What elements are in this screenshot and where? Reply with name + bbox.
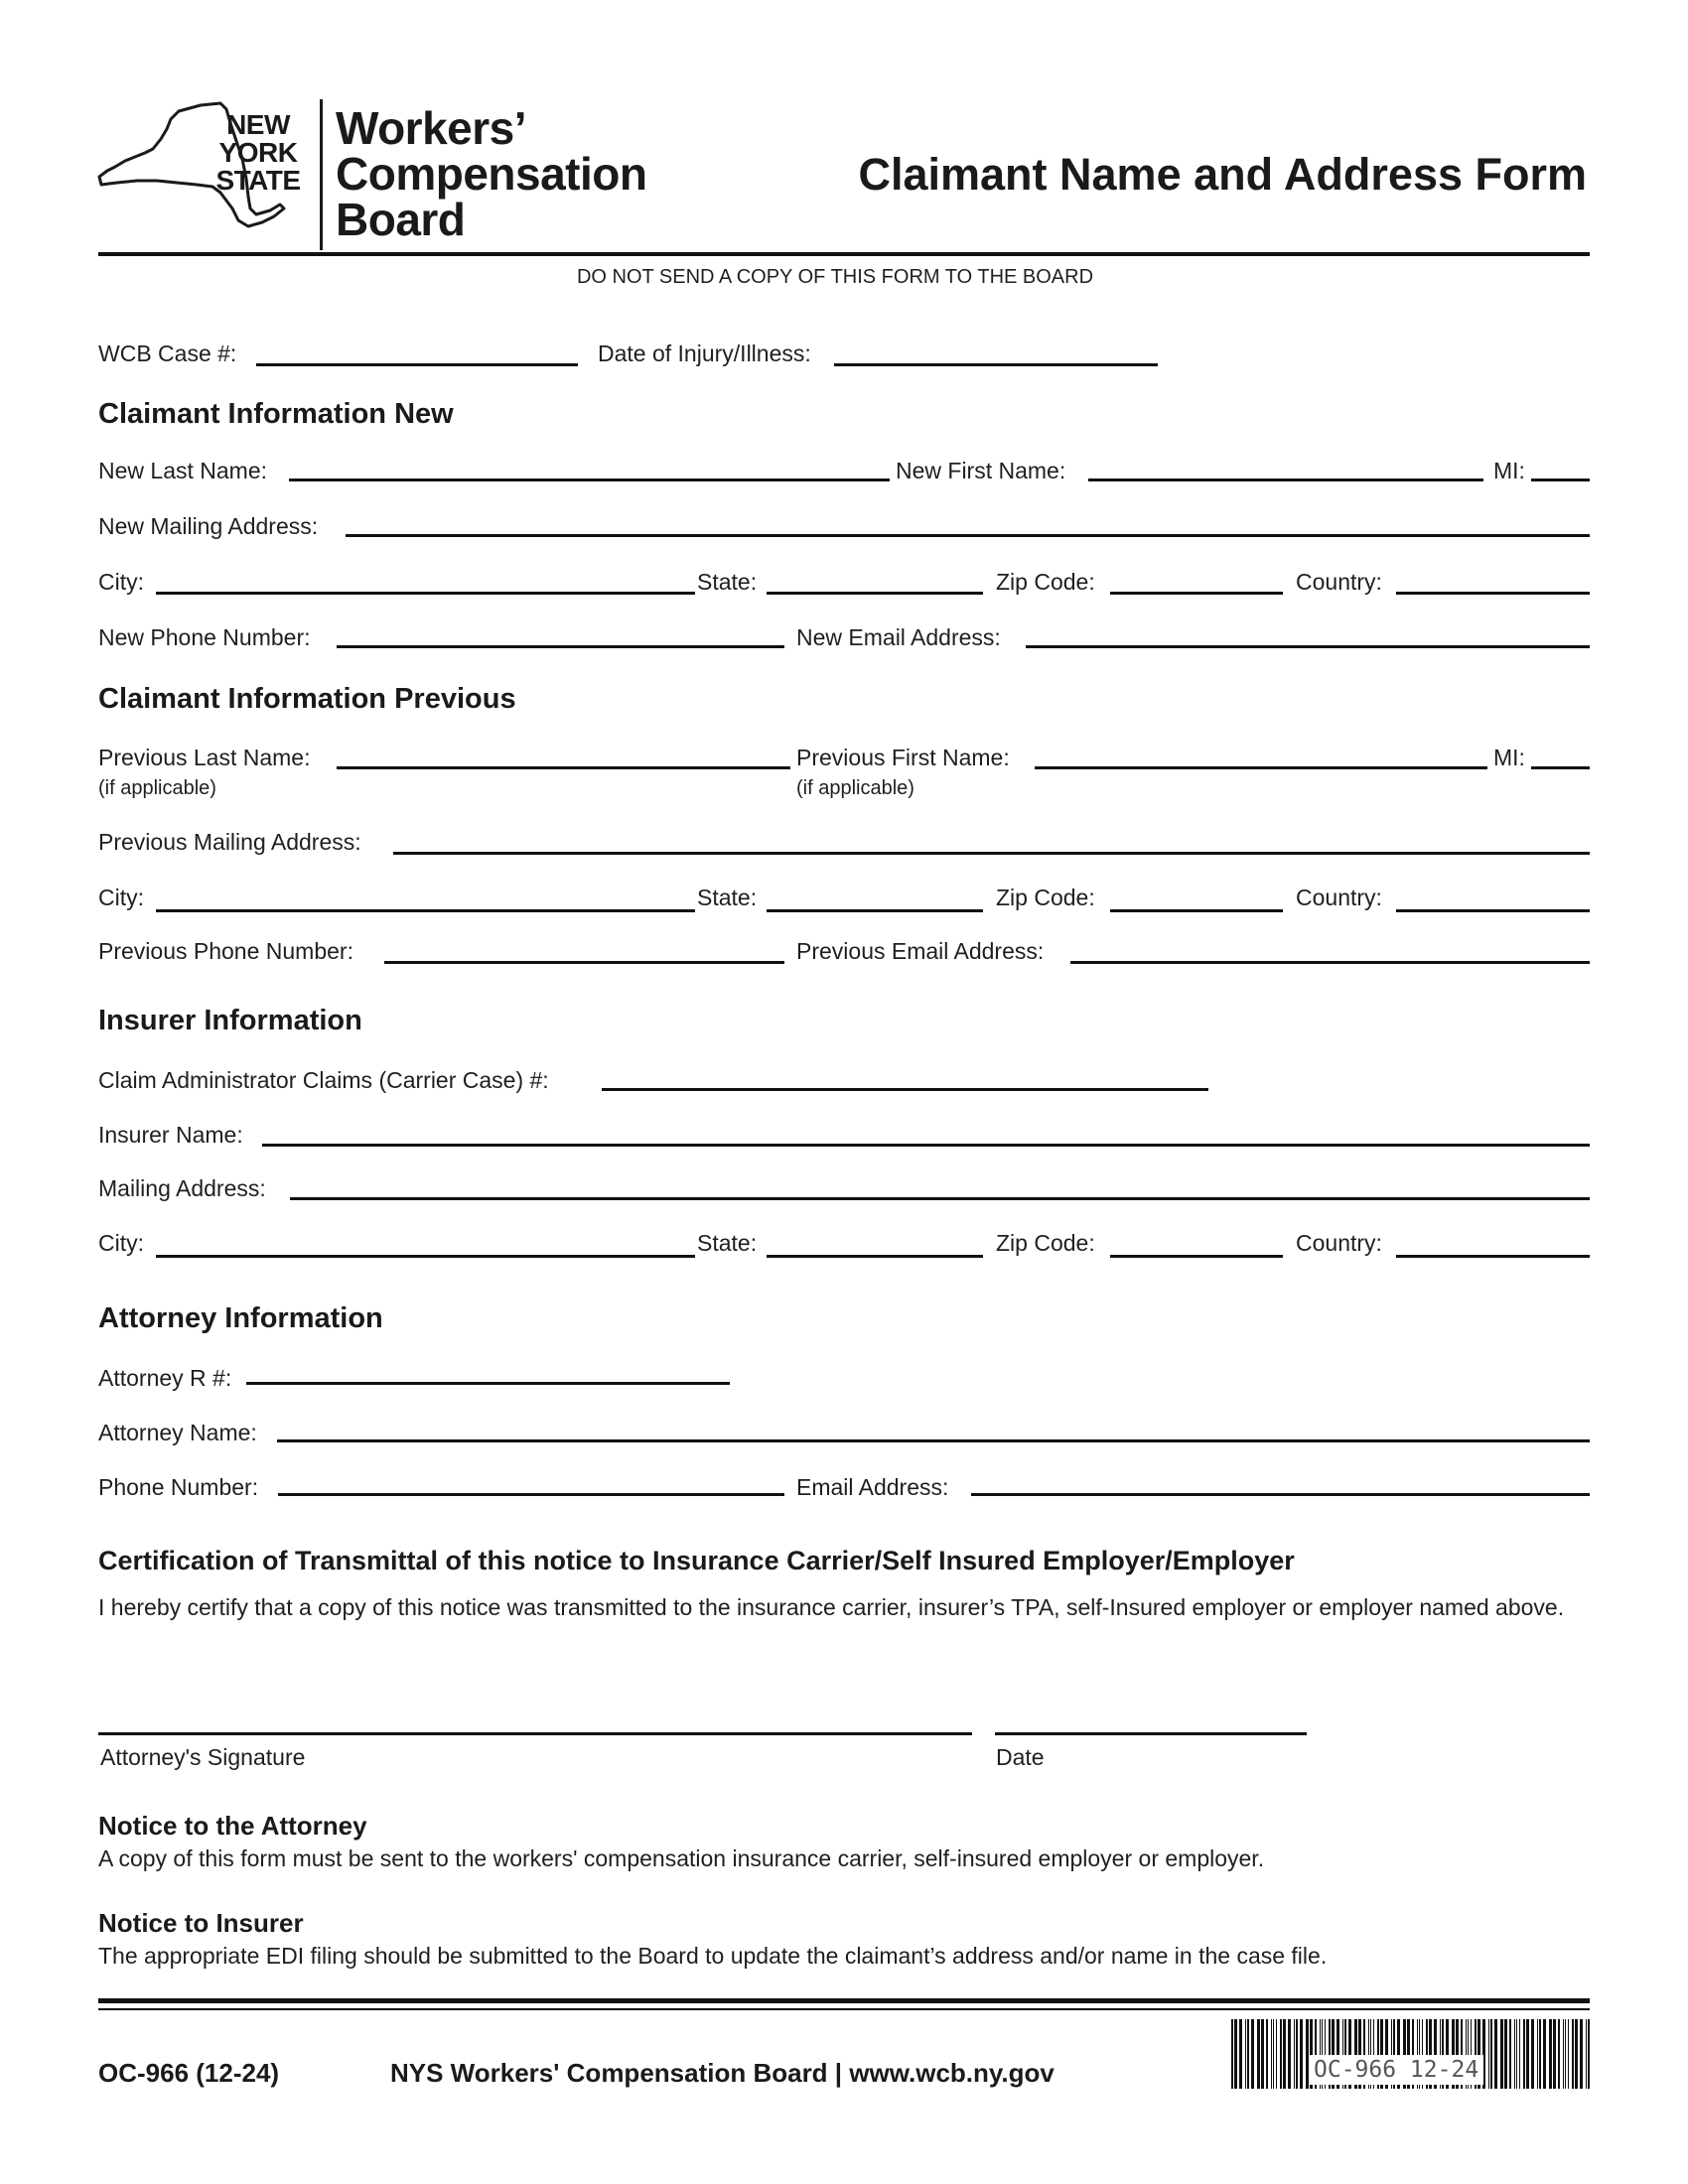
barcode-bar [1488, 2019, 1489, 2089]
notice-attorney-text: A copy of this form must be sent to the workers' compensation insurance carrier, self-insured employer or employer. [98, 1845, 1265, 1871]
carrier-case-input[interactable] [602, 1058, 1208, 1088]
previous-mi-underline [1531, 766, 1590, 769]
barcode-bar [1247, 2019, 1249, 2089]
insurer-name-underline [262, 1144, 1590, 1147]
insurer-mailing-label: Mailing Address: [98, 1175, 266, 1201]
wcb-case-input[interactable] [256, 334, 578, 363]
insurer-country-input[interactable] [1396, 1225, 1590, 1255]
insurer-name-label: Insurer Name: [98, 1122, 243, 1148]
state-wordmark [209, 111, 308, 195]
logo-divider [320, 99, 323, 250]
barcode-bar [1500, 2019, 1503, 2089]
attorney-name-underline [277, 1439, 1590, 1442]
previous-zip-label: Zip Code: [996, 885, 1095, 910]
attorney-name-label: Attorney Name: [98, 1420, 257, 1445]
barcode-bar [1288, 2019, 1291, 2089]
previous-country-input[interactable] [1396, 880, 1590, 909]
new-city-input[interactable] [156, 562, 695, 592]
previous-city-underline [156, 909, 695, 912]
new-zip-input[interactable] [1110, 562, 1283, 592]
attorney-phone-input[interactable] [278, 1463, 784, 1493]
attorney-email-input[interactable] [971, 1463, 1590, 1493]
new-country-input[interactable] [1396, 562, 1590, 592]
new-mailing-address-underline [346, 534, 1590, 537]
barcode-bar [1280, 2019, 1282, 2089]
insurer-city-underline [156, 1255, 695, 1258]
barcode-bar [1251, 2019, 1254, 2089]
previous-email-input[interactable] [1070, 931, 1590, 961]
barcode-bar [1543, 2019, 1546, 2089]
barcode-bar [1572, 2019, 1574, 2089]
barcode-bar [1580, 2019, 1583, 2089]
new-email-underline [1026, 645, 1590, 648]
insurer-state-label: State: [697, 1230, 758, 1256]
new-first-name-underline [1088, 478, 1483, 481]
notice-attorney-heading: Notice to the Attorney [98, 1811, 367, 1841]
certification-text: I hereby certify that a copy of this notice was transmitted to the insurance carrier, insurer’s TPA, self-Insured employer or employer named above. [98, 1594, 1565, 1620]
new-phone-input[interactable] [337, 615, 784, 645]
previous-phone-underline [384, 961, 784, 964]
new-email-input[interactable] [1026, 615, 1590, 645]
barcode-bar [1504, 2019, 1507, 2089]
barcode-bar [1568, 2019, 1569, 2089]
insurer-city-input[interactable] [156, 1225, 695, 1255]
previous-email-label: Previous Email Address: [796, 938, 1045, 964]
insurer-country-underline [1396, 1255, 1590, 1258]
attorney-r-input[interactable] [246, 1352, 730, 1382]
previous-state-underline [767, 909, 983, 912]
new-state-input[interactable] [767, 562, 983, 592]
barcode-bar [1257, 2019, 1260, 2089]
agency-wordmark [336, 102, 647, 245]
signature-underline [98, 1732, 972, 1735]
attorney-r-label: Attorney R #: [98, 1365, 232, 1391]
signature-label: Attorney's Signature [100, 1744, 306, 1770]
attorney-phone-label: Phone Number: [98, 1474, 259, 1500]
new-phone-label: New Phone Number: [98, 624, 311, 650]
insurer-zip-underline [1110, 1255, 1283, 1258]
new-city-underline [156, 592, 695, 595]
previous-city-input[interactable] [156, 880, 695, 909]
previous-phone-input[interactable] [384, 931, 784, 961]
insurer-mailing-underline [290, 1197, 1590, 1200]
new-last-name-input[interactable] [289, 449, 890, 478]
insurer-state-underline [767, 1255, 983, 1258]
barcode-bar [1294, 2019, 1295, 2089]
agency-line-3: Board [336, 194, 466, 245]
new-zip-label: Zip Code: [996, 569, 1095, 595]
new-first-name-label: New First Name: [896, 458, 1066, 483]
barcode-bar [1586, 2019, 1587, 2089]
insurer-heading: Insurer Information [98, 1005, 362, 1036]
previous-last-name-label: Previous Last Name: [98, 745, 311, 770]
previous-city-label: City: [98, 885, 144, 910]
do-not-send-notice: DO NOT SEND A COPY OF THIS FORM TO THE BOARD [576, 266, 1094, 288]
wcb-case-label: WCB Case #: [98, 341, 237, 366]
previous-mailing-address-underline [393, 852, 1590, 855]
agency-line-2: Compensation [336, 148, 647, 200]
form-number: OC-966 (12-24) [98, 2058, 280, 2088]
state-line-3: STATE [215, 165, 301, 196]
footer-agency: NYS Workers' Compensation Board | www.wcb.ny.gov [390, 2058, 1055, 2088]
new-country-label: Country: [1296, 569, 1382, 595]
barcode-bar [1231, 2019, 1233, 2089]
barcode-bar [1300, 2019, 1303, 2089]
previous-first-name-underline [1035, 766, 1487, 769]
previous-zip-input[interactable] [1110, 880, 1283, 909]
barcode-bar [1565, 2019, 1566, 2089]
date-of-injury-input[interactable] [834, 334, 1158, 363]
barcode-bar [1516, 2019, 1517, 2089]
carrier-case-underline [602, 1088, 1208, 1091]
insurer-mailing-input[interactable] [290, 1167, 1590, 1197]
barcode-bar [1261, 2019, 1264, 2089]
barcode-bar [1283, 2019, 1286, 2089]
barcode-bar [1588, 2019, 1590, 2089]
new-mi-label: MI: [1493, 458, 1525, 483]
previous-state-input[interactable] [767, 880, 983, 909]
new-first-name-input[interactable] [1088, 449, 1483, 478]
previous-first-name-label: Previous First Name: [796, 745, 1010, 770]
barcode-bar [1558, 2019, 1560, 2089]
carrier-case-label: Claim Administrator Claims (Carrier Case) #: [98, 1067, 549, 1093]
new-state-label: State: [697, 569, 758, 595]
notice-insurer-text: The appropriate EDI filing should be submitted to the Board to update the claimant’s address and/or name in the case file. [98, 1943, 1328, 1969]
barcode-bar [1234, 2019, 1237, 2089]
previous-first-name-input[interactable] [1035, 737, 1487, 766]
previous-mailing-address-input[interactable] [393, 822, 1590, 852]
insurer-city-label: City: [98, 1230, 144, 1256]
previous-mailing-address-label: Previous Mailing Address: [98, 829, 361, 855]
barcode-bar [1553, 2019, 1556, 2089]
date-label: Date [996, 1744, 1045, 1770]
attorney-heading: Attorney Information [98, 1302, 383, 1334]
barcode-bar [1245, 2019, 1246, 2089]
new-zip-underline [1110, 592, 1283, 595]
footer-rule-top [98, 1998, 1590, 2003]
new-last-name-label: New Last Name: [98, 458, 268, 483]
barcode-bar [1537, 2019, 1538, 2089]
previous-country-label: Country: [1296, 885, 1382, 910]
previous-last-name-note: (if applicable) [98, 777, 216, 799]
barcode-bar [1239, 2019, 1242, 2089]
new-last-name-underline [289, 478, 890, 481]
state-line-1: NEW [226, 109, 290, 140]
state-line-2: YORK [218, 137, 298, 168]
barcode-bar [1509, 2019, 1511, 2089]
insurer-zip-label: Zip Code: [996, 1230, 1095, 1256]
form-title: Claimant Name and Address Form [858, 149, 1587, 200]
new-mi-underline [1531, 478, 1590, 481]
previous-first-name-note: (if applicable) [796, 777, 914, 799]
barcode-bar [1575, 2019, 1578, 2089]
barcode-bar [1531, 2019, 1534, 2089]
barcode-bar [1273, 2019, 1274, 2089]
attorney-email-label: Email Address: [796, 1474, 949, 1500]
insurer-country-label: Country: [1296, 1230, 1382, 1256]
new-mi-input[interactable] [1531, 449, 1590, 478]
attorney-email-underline [971, 1493, 1590, 1496]
barcode-bar [1490, 2019, 1492, 2089]
header-rule [98, 252, 1590, 256]
footer-rule-bottom [98, 2008, 1590, 2010]
new-mailing-address-input[interactable] [346, 504, 1590, 534]
previous-country-underline [1396, 909, 1590, 912]
barcode-text: OC-966 12-24 [1309, 2055, 1483, 2085]
certification-heading: Certification of Transmittal of this notice to Insurance Carrier/Self Insured Employer/Employer [98, 1546, 1295, 1575]
barcode-bar [1519, 2019, 1520, 2089]
attorney-name-input[interactable] [277, 1410, 1590, 1439]
previous-last-name-input[interactable] [337, 737, 790, 766]
barcode-bar [1276, 2019, 1277, 2089]
insurer-name-input[interactable] [262, 1114, 1590, 1144]
insurer-zip-input[interactable] [1110, 1225, 1283, 1255]
date-of-injury-underline [834, 363, 1158, 366]
previous-email-underline [1070, 961, 1590, 964]
barcode-bar [1526, 2019, 1529, 2089]
new-state-underline [767, 592, 983, 595]
barcode-bar [1271, 2019, 1272, 2089]
attorney-phone-underline [278, 1493, 784, 1496]
new-email-label: New Email Address: [796, 624, 1001, 650]
insurer-state-input[interactable] [767, 1225, 983, 1255]
previous-last-name-underline [337, 766, 790, 769]
previous-state-label: State: [697, 885, 758, 910]
previous-mi-input[interactable] [1531, 737, 1590, 766]
new-country-underline [1396, 592, 1590, 595]
new-phone-underline [337, 645, 784, 648]
barcode-bar [1563, 2019, 1564, 2089]
claimant-new-heading: Claimant Information New [98, 398, 454, 430]
barcode-bar [1514, 2019, 1515, 2089]
attorney-r-underline [246, 1382, 730, 1385]
previous-zip-underline [1110, 909, 1283, 912]
barcode-bar [1296, 2019, 1298, 2089]
barcode-bar [1539, 2019, 1541, 2089]
barcode-bar [1523, 2019, 1525, 2089]
agency-line-1: Workers’ [336, 102, 527, 154]
barcode-bar [1494, 2019, 1497, 2089]
date-of-injury-label: Date of Injury/Illness: [598, 341, 811, 366]
new-city-label: City: [98, 569, 144, 595]
barcode-bar [1266, 2019, 1268, 2089]
date-underline [995, 1732, 1307, 1735]
previous-phone-label: Previous Phone Number: [98, 938, 353, 964]
barcode-bar [1549, 2019, 1552, 2089]
previous-mi-label: MI: [1493, 745, 1525, 770]
wcb-case-underline [256, 363, 578, 366]
notice-insurer-heading: Notice to Insurer [98, 1908, 304, 1938]
claimant-previous-heading: Claimant Information Previous [98, 683, 516, 715]
new-mailing-address-label: New Mailing Address: [98, 513, 319, 539]
